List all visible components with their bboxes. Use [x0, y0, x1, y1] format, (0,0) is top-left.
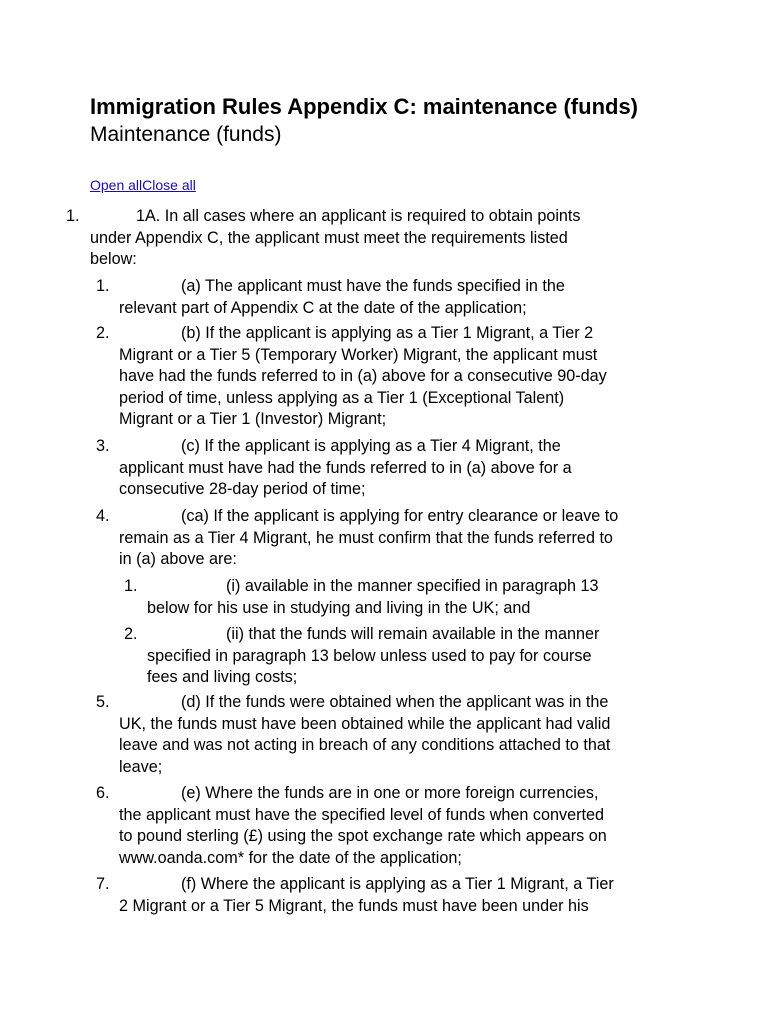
- close-all-link[interactable]: Close all: [142, 177, 196, 193]
- list-item-number: 4.: [96, 507, 110, 525]
- list-item-number: 3.: [96, 437, 110, 455]
- list-subitem-i: [124, 576, 647, 619]
- list-item-d: [96, 692, 679, 778]
- list-item-text: (f) Where the applicant is applying as a Tier 1 Migrant, a Tier 2 Migrant or a Tier 5 Migrant, the funds must have been under his: [119, 875, 614, 915]
- list-item-text: (ii) that the funds will remain available in the manner specified in paragraph 13 below unless used to pay for course fees and living costs;: [147, 625, 600, 687]
- list-item-a: [96, 276, 679, 319]
- list-item-text: (b) If the applicant is applying as a Tier 1 Migrant, a Tier 2 Migrant or a Tier 5 (Temporary Worker) Migrant, the applicant must have had the funds referred to in (a) above for a consecutive 90-day period of time, unless applying as a Tier 1 (Exceptional Talent) Migrant or a Tier 1 (Investor) Migrant;: [119, 324, 607, 429]
- list-item-number: 6.: [96, 784, 110, 802]
- list-item-e: [96, 783, 679, 869]
- list-item-number: 7.: [96, 875, 110, 893]
- list-item-text: (a) The applicant must have the funds specified in the relevant part of Appendix C at the date of the application;: [119, 277, 565, 317]
- list-item-c: [96, 436, 679, 501]
- list-item-text: (i) available in the manner specified in paragraph 13 below for his use in studying and living in the UK; and: [147, 577, 599, 617]
- list-item-text: (c) If the applicant is applying as a Tier 4 Migrant, the applicant must have had the funds referred to in (a) above for a consecutive 28-day period of time;: [119, 437, 572, 499]
- list-item-number: 5.: [96, 693, 110, 711]
- list-item-number: 1.: [124, 577, 138, 595]
- list-item-text: (e) Where the funds are in one or more foreign currencies, the applicant must have the specified level of funds when converted to pound sterling (£) using the spot exchange rate which appears on www.oanda.com* for the date of the application;: [119, 784, 607, 867]
- list-subitem-ii: [124, 624, 647, 689]
- list-item-text: 1A. In all cases where an applicant is required to obtain points under Appendix C, the applicant must meet the requirements listed below:: [90, 207, 581, 269]
- list-item-number: 2.: [124, 625, 138, 643]
- list-item-b: [96, 323, 679, 431]
- open-all-link[interactable]: Open all: [90, 177, 143, 193]
- list-item-number: 2.: [96, 324, 110, 342]
- list-item-text: (d) If the funds were obtained when the applicant was in the UK, the funds must have been obtained while the applicant had valid leave and was not acting in breach of any conditions attached to that leave;: [119, 693, 611, 776]
- list-item-number: 1.: [96, 277, 110, 295]
- list-item-text: (ca) If the applicant is applying for entry clearance or leave to remain as a Tier 4 Migrant, he must confirm that the funds referred to in (a) above are:: [119, 507, 619, 569]
- expand-controls: [90, 176, 196, 194]
- page-title: Immigration Rules Appendix C: maintenance (funds): [90, 94, 639, 119]
- list-item-number: 1.: [66, 207, 80, 225]
- section-subtitle: Maintenance (funds): [90, 123, 282, 146]
- list-item-paragraph-1: [66, 206, 650, 271]
- list-item-f: [96, 874, 679, 917]
- list-item-ca: [96, 506, 679, 571]
